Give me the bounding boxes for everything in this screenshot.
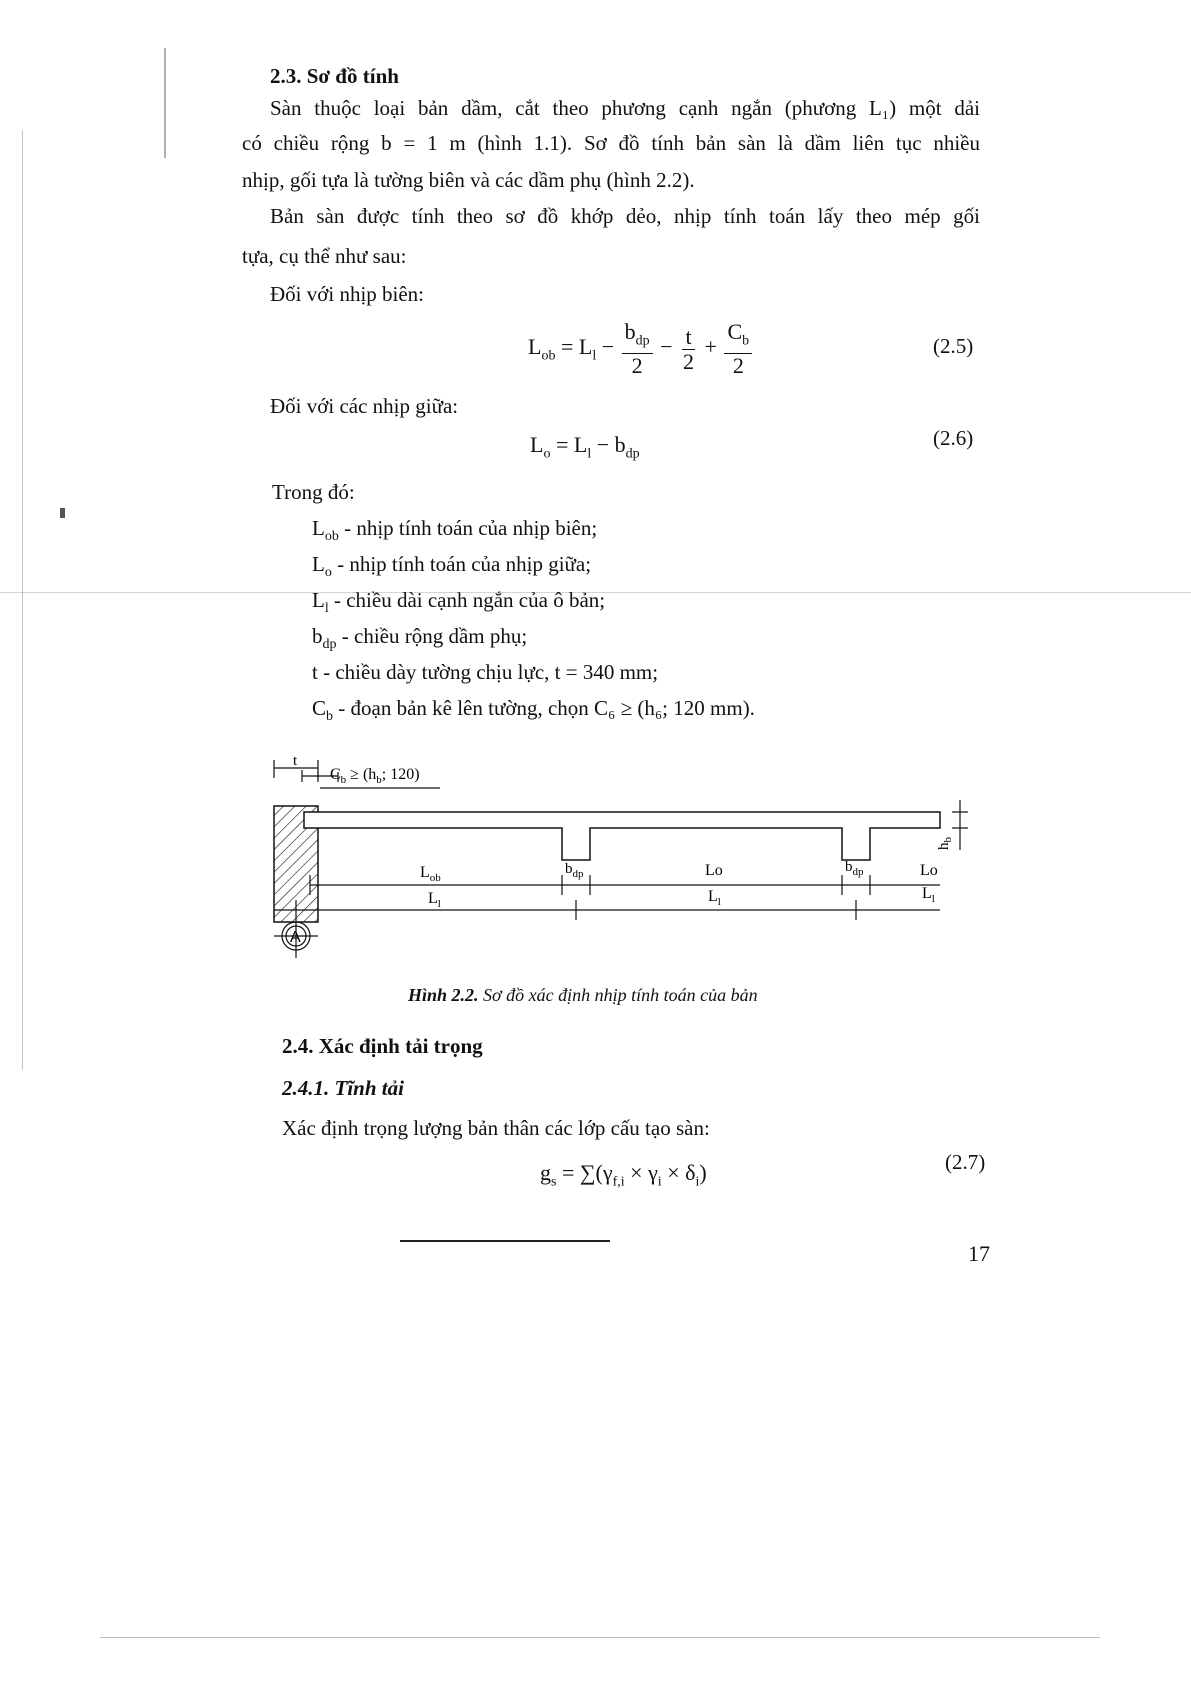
where-label: Trong đó: (272, 480, 355, 504)
eq27-lhs-sub: s (551, 1174, 557, 1190)
caption-bold: Hình 2.2. (408, 985, 479, 1005)
definitions-list (312, 514, 755, 730)
eq27-lhs: g (540, 1160, 551, 1185)
ll-label-3: $L_l$ (922, 885, 935, 905)
figure-caption (408, 985, 758, 1006)
definition-item: $L_l$ - chiều dài cạnh ngắn của ô bản; (312, 588, 606, 617)
section-2-4-1-title: 2.4.1. Tĩnh tải (282, 1076, 404, 1100)
eq25-eq: = L (560, 334, 593, 360)
eq25-frac3-num: C (727, 319, 743, 344)
t-dim-label: t (293, 753, 298, 769)
lo-label-right: Lo (920, 862, 938, 879)
eq25-l-sub: l (592, 348, 597, 364)
caption-text: Sơ đồ xác định nhịp tính toán của bản (478, 985, 758, 1005)
edge-span-label: Đối với nhịp biên: (270, 282, 425, 306)
span-dim-line-2 (274, 900, 940, 920)
eq27-d-sub: i (695, 1174, 700, 1190)
para2-line1: Bản sàn được tính theo sơ đồ khớp dẻo, nhịp tính toán lấy theo mép gối (270, 204, 980, 228)
slab-outline (304, 812, 940, 860)
figure-2-2-diagram (260, 750, 980, 960)
eq26-lhs: L (530, 432, 544, 457)
eq25-frac2-den: 2 (683, 348, 695, 374)
eq26-minus: − b (591, 432, 626, 457)
cb-dim-label: $C_b \ge (h_b$; 120) (330, 766, 420, 786)
eq27-times1: × γ (624, 1160, 658, 1185)
section-2-3-title: 2.3. Sơ đồ tính (270, 64, 399, 88)
para1-line2: có chiều rộng b = 1 m (hình 1.1). Sơ đồ tính bản sàn là dầm liên tục nhiều (242, 131, 980, 155)
middle-span-label: Đối với các nhịp giữa: (270, 394, 459, 418)
equation-2-6 (530, 432, 640, 462)
eq27-rhs: = ∑(γ (561, 1160, 613, 1185)
eq27-number: (2.7) (945, 1150, 986, 1174)
definition-item: $L_o$ - nhịp tính toán của nhịp giữa; (312, 552, 592, 581)
hb-dimension (952, 800, 968, 850)
scan-mark (100, 1637, 1100, 1638)
bdp-label-2: $b_{dp}$ (845, 859, 864, 878)
eq27-times2: × δ (661, 1160, 696, 1185)
span-dim-line-1 (310, 875, 940, 895)
axis-a-label: A (290, 929, 301, 946)
eq25-frac1-num-sub: dp (635, 333, 650, 349)
scan-mark (60, 508, 65, 518)
eq25-frac3-den: 2 (732, 353, 744, 379)
scan-mark (22, 130, 23, 1070)
definition-item: $C_b$ - đoạn bản kê lên tường, chọn C₆ ≥ (h₆; 120 mm). (312, 696, 755, 725)
eq25-frac-cb (724, 320, 752, 378)
eq25-frac-bdp (622, 320, 653, 378)
eq25-frac1-num: b (624, 319, 636, 344)
eq25-lhs-sub: ob (541, 348, 556, 364)
eq26-b-sub: dp (625, 446, 640, 462)
ll-label-2: $L_l$ (708, 888, 721, 908)
equation-2-7 (540, 1160, 707, 1190)
eq26-rhs: = L (555, 432, 588, 457)
eq26-lhs-sub: o (543, 446, 551, 462)
eq25-frac-t (680, 325, 697, 374)
ll-label-1: $L_l$ (428, 890, 441, 910)
page-number: 17 (968, 1241, 990, 1266)
definition-item: $b_{dp}$ - chiều rộng dầm phụ; (312, 624, 528, 653)
definition-item: $L_{ob}$ - nhịp tính toán của nhịp biên; (312, 516, 598, 545)
section-2-4-intro: Xác định trọng lượng bản thân các lớp cấu tạo sàn: (282, 1116, 710, 1140)
scan-mark (164, 48, 166, 158)
bdp-label-1: $b_{dp}$ (565, 861, 584, 880)
eq25-frac2-num: t (682, 325, 694, 350)
para2-line2: tựa, cụ thể như sau: (242, 244, 407, 268)
equation-2-5 (528, 320, 754, 378)
eq27-g2-sub: i (657, 1174, 662, 1190)
lob-label: $L_{ob}$ (420, 864, 441, 884)
definition-item: t - chiều dày tường chịu lực, t = 340 mm; (312, 660, 659, 684)
hb-label: $h_b$ (936, 837, 954, 850)
para1-line3: nhịp, gối tựa là tường biên và các dầm phụ (hình 2.2). (242, 168, 695, 192)
section-2-4-title: 2.4. Xác định tải trọng (282, 1034, 483, 1058)
eq26-number: (2.6) (933, 426, 974, 450)
eq25-number: (2.5) (933, 334, 974, 358)
para1-line1: Sàn thuộc loại bản dầm, cắt theo phương cạnh ngắn (phương L₁) một dải (270, 96, 980, 120)
eq25-frac1-den: 2 (631, 353, 643, 379)
eq25-plus: + (704, 334, 717, 360)
eq25-minus2: − (660, 334, 673, 360)
footer-rule (400, 1240, 610, 1242)
eq26-l-sub: l (587, 446, 592, 462)
eq25-minus1: − (601, 334, 615, 360)
eq27-close: ) (699, 1160, 707, 1185)
eq25-frac3-num-sub: b (742, 333, 750, 349)
scan-mark (0, 592, 1191, 593)
lo-label-middle: Lo (705, 862, 723, 879)
eq25-lhs: L (528, 334, 542, 360)
eq27-g1-sub: f,i (612, 1174, 625, 1190)
